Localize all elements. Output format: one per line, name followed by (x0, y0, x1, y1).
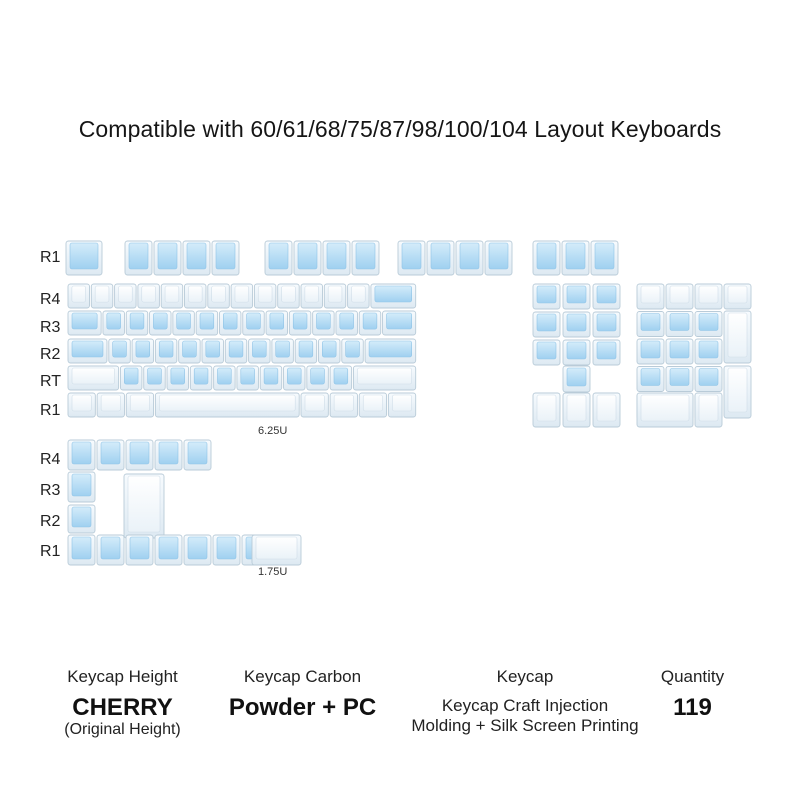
keycap (190, 366, 212, 390)
keycap (150, 311, 172, 335)
spec-value: CHERRY (72, 694, 173, 721)
keycap (695, 339, 722, 364)
keycap (563, 366, 590, 392)
row-label: R4 (40, 451, 61, 468)
keycap (724, 311, 751, 363)
row-label: RT (40, 373, 62, 390)
spec-line: Keycap Craft Injection (441, 696, 609, 715)
keycap (97, 440, 124, 470)
row-label: R2 (40, 346, 61, 363)
keycap (666, 284, 693, 309)
keycap (155, 535, 182, 565)
keycap (249, 339, 271, 363)
keycap (243, 311, 265, 335)
keycap (266, 311, 288, 335)
keycap (456, 241, 483, 275)
keycap (115, 284, 137, 308)
spec-quantity (640, 667, 745, 721)
keycap (348, 284, 370, 308)
row-label: R4 (40, 291, 61, 308)
keycap (214, 366, 236, 390)
keycap (371, 284, 416, 308)
keycap (144, 366, 166, 390)
keycap (695, 393, 722, 427)
spacebar-size-label: 6.25U (258, 425, 288, 437)
keycap (593, 284, 620, 309)
keycap (237, 366, 258, 390)
keycap (533, 241, 560, 275)
keycap (202, 339, 224, 363)
keycap (365, 339, 416, 363)
row-label: R2 (40, 513, 61, 530)
keycap (213, 535, 240, 565)
keycap (330, 366, 352, 390)
keycap (295, 339, 317, 363)
keycap (260, 366, 282, 390)
row-label: R1 (40, 249, 61, 266)
keycap (563, 312, 590, 337)
keycap (485, 241, 512, 275)
keycap (208, 284, 230, 308)
keycap (167, 366, 189, 390)
keycap (154, 241, 181, 275)
shift-size-label: 1.75U (258, 566, 288, 578)
keycap (284, 366, 306, 390)
keycap (637, 284, 664, 309)
keycap (593, 312, 620, 337)
keycap (353, 366, 415, 390)
keycap (138, 284, 160, 308)
spec-subtext: (Original Height) (64, 721, 181, 738)
keycap (184, 535, 211, 565)
keycap (533, 284, 560, 309)
keycap (219, 311, 241, 335)
keycap (637, 312, 664, 337)
keycap (666, 367, 693, 392)
keycap (109, 339, 130, 363)
keycap (278, 284, 300, 308)
spec-keycap-height (40, 667, 205, 739)
keycap (124, 474, 164, 538)
keycap (126, 535, 153, 565)
keycap (637, 367, 664, 392)
keycap (324, 284, 346, 308)
spec-heading: Keycap Carbon (243, 667, 362, 686)
keycap (68, 505, 95, 533)
keycap (126, 393, 153, 417)
keycap (120, 366, 142, 390)
keycap (330, 393, 357, 417)
keycap (184, 440, 211, 470)
keycap (185, 284, 207, 308)
keycap (155, 339, 177, 363)
keycap (724, 284, 751, 309)
row-label: R3 (40, 482, 61, 499)
keycap (398, 241, 425, 275)
keycap (68, 366, 119, 390)
keycap (533, 393, 560, 427)
keycap (183, 241, 210, 275)
keycap (97, 393, 124, 417)
keycap (342, 339, 364, 363)
keycap (563, 340, 590, 365)
keycap (593, 393, 620, 427)
keycap (533, 340, 560, 365)
keycap (68, 339, 107, 363)
keycap (695, 312, 722, 337)
keycap (563, 284, 590, 309)
keycap (352, 241, 379, 275)
keycap (336, 311, 358, 335)
keycap (252, 535, 301, 565)
keycap (533, 312, 560, 337)
keycap (155, 393, 299, 417)
keycap (637, 339, 664, 364)
keycap (383, 311, 416, 335)
keycap (103, 311, 125, 335)
keycap (289, 311, 311, 335)
keycap (294, 241, 321, 275)
keycap (68, 440, 95, 470)
spec-line: Molding + Silk Screen Printing (411, 716, 639, 735)
keycap (173, 311, 195, 335)
keycap (265, 241, 292, 275)
keycap (359, 393, 386, 417)
spec-heading: Quantity (660, 667, 725, 686)
keycap (212, 241, 239, 275)
keycap (155, 440, 182, 470)
spec-value: 119 (673, 694, 712, 721)
keycap (126, 311, 148, 335)
keycap (301, 284, 323, 308)
page-title: Compatible with 60/61/68/75/87/98/100/104 Layout Keyboards (78, 116, 722, 142)
spec-heading: Keycap Height (67, 667, 178, 686)
keycap (68, 284, 90, 308)
keycap (68, 472, 95, 502)
keycap (254, 284, 276, 308)
keycap (593, 340, 620, 365)
spec-keycap-craft (395, 667, 655, 736)
keycap (313, 311, 335, 335)
keycap (301, 393, 328, 417)
keycap (97, 535, 124, 565)
keycap (132, 339, 154, 363)
keycap (695, 367, 722, 392)
keycap (562, 241, 589, 275)
keycap (323, 241, 350, 275)
keycap (666, 312, 693, 337)
row-label: R3 (40, 319, 61, 336)
keycap (161, 284, 183, 308)
keycap (724, 366, 751, 418)
keycap (179, 339, 201, 363)
keycap (68, 311, 101, 335)
keycap (231, 284, 253, 308)
keycap (637, 393, 693, 427)
keycap (695, 284, 722, 309)
keycap (125, 241, 152, 275)
keycap (272, 339, 294, 363)
keycap (91, 284, 113, 308)
keycap (388, 393, 415, 417)
spec-heading: Keycap (496, 667, 554, 686)
row-label: R1 (40, 543, 61, 560)
keycap (591, 241, 618, 275)
spec-keycap-material (220, 667, 385, 721)
row-label: R1 (40, 402, 61, 419)
keycap (66, 241, 102, 275)
keycap (307, 366, 329, 390)
keycap (126, 440, 153, 470)
keycap (68, 535, 95, 565)
spec-value: Powder + PC (228, 694, 377, 721)
keycap (427, 241, 454, 275)
keycap (359, 311, 381, 335)
keycap (196, 311, 218, 335)
keycap (225, 339, 247, 363)
keycap (68, 393, 95, 417)
keycap (318, 339, 340, 363)
keycap (666, 339, 693, 364)
keycap (563, 393, 590, 427)
